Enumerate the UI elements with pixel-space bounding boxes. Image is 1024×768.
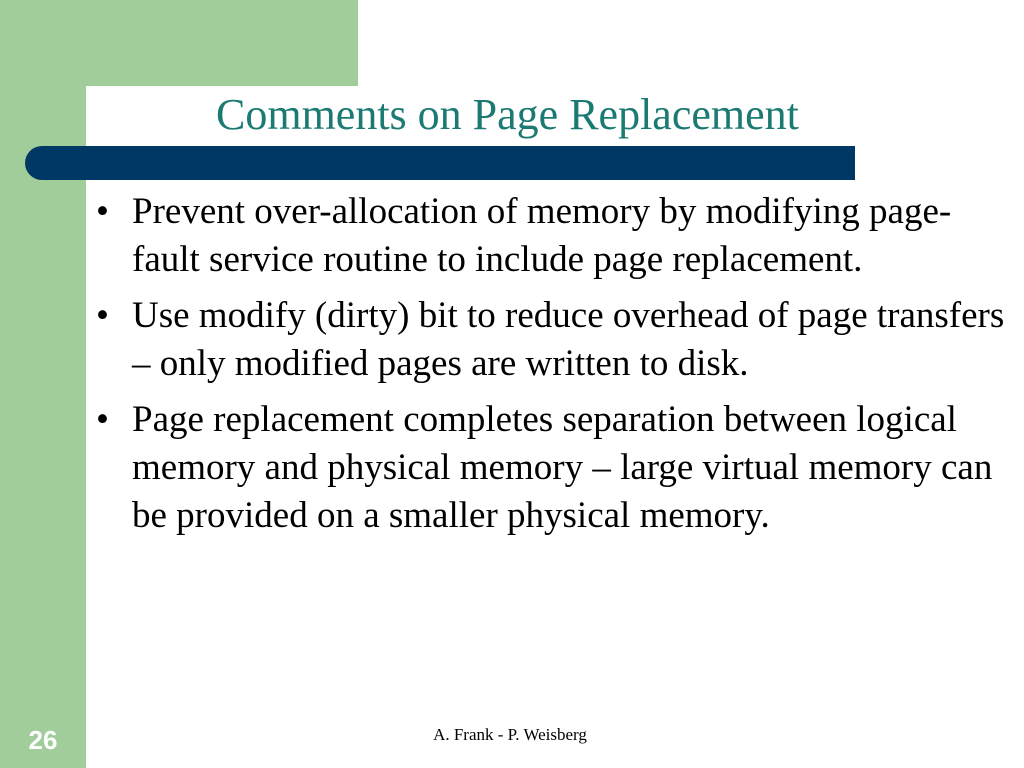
bullet-item <box>92 188 1017 284</box>
title-underline-bar <box>25 146 855 180</box>
footer-authors: A. Frank - P. Weisberg <box>433 725 587 744</box>
bullet-item <box>92 292 1017 388</box>
bullet-item <box>92 396 1017 540</box>
bullet-list <box>92 188 1017 548</box>
bullet-icon: • <box>96 399 109 440</box>
bullet-icon: • <box>96 191 109 232</box>
slide-title: Comments on Page Replacement <box>216 90 799 139</box>
page-number: 26 <box>28 725 58 755</box>
green-sidebar-band <box>0 0 86 768</box>
bullet-text: Use modify (dirty) bit to reduce overhead of page transfers – only modified pages are written to disk. <box>132 295 1005 384</box>
bullet-text: Page replacement completes separation between logical memory and physical memory – large virtual memory can be provided on a smaller physical memory. <box>132 399 993 536</box>
bullet-icon: • <box>96 295 109 336</box>
bullet-text: Prevent over-allocation of memory by modifying page-fault service routine to include page replacement. <box>132 191 952 280</box>
